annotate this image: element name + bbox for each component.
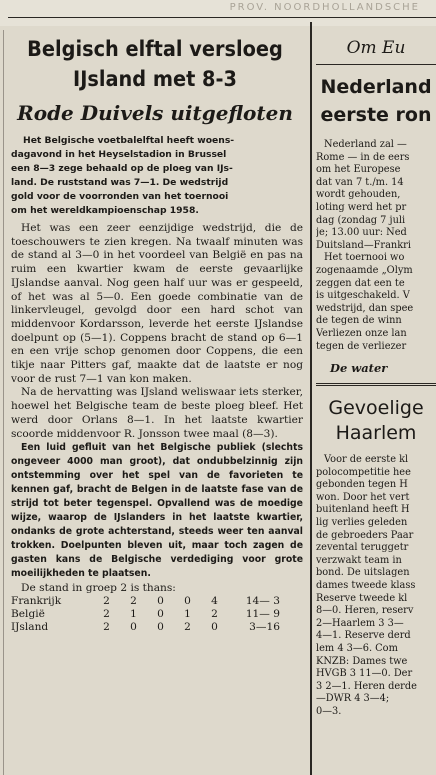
right-headline-2-line-2: Haarlem xyxy=(335,422,417,445)
right-body-2-line: —DWR 4 3—4; xyxy=(316,693,390,705)
right-body-2-line: Reserve tweede kl xyxy=(316,592,408,604)
right-body-line: Nederland zal — xyxy=(324,139,407,150)
headline-line-1: Belgisch elftal versloeg xyxy=(27,37,283,61)
right-body-2-line: polocompetitie hee xyxy=(316,466,411,478)
standings-cell: Frankrijk xyxy=(11,595,62,608)
lead-line: gold voor de voorronden van het toernooi xyxy=(11,191,229,202)
standings-cell: 2 xyxy=(103,608,110,621)
right-body-2-line: Voor de eerste kl xyxy=(324,454,409,466)
standings-cell: 1 xyxy=(130,608,137,621)
article-headline xyxy=(19,34,291,94)
right-body-2-line: dames tweede klass xyxy=(316,580,416,592)
right-body-2-line: buitenland heeft H xyxy=(316,504,410,516)
right-body-2-line: 3 2—1. Heren derde xyxy=(316,680,417,692)
standings-cell: 2 xyxy=(184,621,191,634)
right-body-line: dag (zondag 7 juli xyxy=(316,214,406,226)
right-body-line: om het Europese xyxy=(316,164,401,176)
standings-row xyxy=(11,595,280,608)
right-body-line: wedstrijd, dan spee xyxy=(316,302,414,314)
lead-line: land. De ruststand was 7—1. De wedstrijd xyxy=(11,177,229,188)
main-article xyxy=(7,30,303,634)
standings-cell: 4 xyxy=(211,595,218,608)
right-article-body xyxy=(316,139,436,353)
article-paragraph: Een luid gefluit van het Belgische publiek (slechts ongeveer 4000 man groot), dat ondubbelzinnig zijn ontstemming over het spel van de favorieten te kennen gaf, bracht de Belgen in de laatste fase van de strijd tot beter tegenspel. Opvallend was de moedige wijze, waarop de IJslanders in het laatste kwartier, ondanks de grote achterstand, steeds weer ten aanval trokken. Doelpunten bleven uit, maar toch zagen de gasten kans de Belgische verdediging voor grote moeilijkheden te plaatsen. xyxy=(11,442,303,580)
right-body-2-line: gebonden tegen H xyxy=(316,479,408,491)
top-strip xyxy=(0,0,436,26)
right-italic-line: De water xyxy=(330,361,388,376)
standings-cell: 0 xyxy=(157,608,164,621)
right-body-2-line: HVGB 3 11—0. Der xyxy=(316,668,413,680)
right-body-line: Rome — in de eers xyxy=(316,151,410,163)
right-body-2-line: lem 4 3—6. Com xyxy=(316,643,398,654)
lead-line: om het wereldkampioenschap 1958. xyxy=(11,205,199,216)
right-body-line: Het toernooi wo xyxy=(324,252,405,264)
lead-line: een 8—3 zege behaald op de ploeg van IJs- xyxy=(11,163,233,174)
right-body-line: loting werd het pr xyxy=(316,201,407,213)
lead-line: Het Belgische voetbalelftal heeft woens- xyxy=(23,135,235,146)
right-body-line: is uitgeschakeld. V xyxy=(316,290,410,302)
right-body-2-line: 8—0. Heren, reserv xyxy=(316,605,414,617)
right-body-line: wordt gehouden, xyxy=(316,189,401,201)
standings-cell: 3—16 xyxy=(249,621,280,634)
lead-line: dagavond in het Heyselstadion in Brussel xyxy=(11,149,227,160)
bleed-through-text: PROV. NOORDHOLLANDSCHE xyxy=(229,2,420,13)
standings-cell: 2 xyxy=(130,595,137,608)
standings-cell: 0 xyxy=(211,621,218,634)
right-separator xyxy=(316,64,436,65)
right-body-line: de tegen de winn xyxy=(316,315,402,327)
standings-cell: IJsland xyxy=(11,621,49,634)
article-body xyxy=(7,222,303,581)
standings-cell: 11— 9 xyxy=(245,608,280,621)
standings-row xyxy=(11,608,280,621)
right-body-line: zeggen dat een te xyxy=(316,277,405,289)
right-body-2-line: 4—1. Reserve derd xyxy=(316,630,411,642)
right-body-2-line: verzwakt team in xyxy=(316,554,402,566)
right-body-line: je; 13.00 uur: Ned xyxy=(316,227,407,239)
standings-cell: 1 xyxy=(184,608,191,621)
right-body-2-line: zevental teruggetr xyxy=(316,542,409,554)
standings-cell: 2 xyxy=(103,621,110,634)
standings-cell: 0 xyxy=(130,621,137,634)
right-body-2-line: won. Door het vert xyxy=(316,491,410,503)
article-paragraph: Het was een zeer eenzijdige wedstrijd, die de toeschouwers te zien kregen. Na twaalf minuten was de stand al 3—0 in het voordeel van België en pas na ruim een kwartier kwam de eerste gevaarlijke IJslandse aanval. Nog geen half uur was er gespeeld, of het was al 5—0. Een goede combinatie van de linkervleugel, gevolgd door een hard schot van middenvoor Kordarsson, leverde het eerste IJslandse doelpunt op (5—1). Coppens bracht de stand op 6—1 en een vrije schop genomen door Coppens, die een tikje naar Pitters gaf, maakte dat de laatste er nog voor de rust 7—1 van kon maken. xyxy=(11,222,303,385)
standings-cell: 2 xyxy=(211,608,218,621)
standings-row xyxy=(11,621,280,634)
right-headline xyxy=(316,73,436,129)
right-body-2-line: de gebroeders Paar xyxy=(316,529,414,541)
standings-cell: 0 xyxy=(157,621,164,634)
standings-cell: 14— 3 xyxy=(245,595,280,608)
article-lead xyxy=(11,134,303,218)
right-body-line: Verliezen onze lan xyxy=(316,327,407,339)
top-rule xyxy=(8,17,436,18)
right-article-body-2 xyxy=(316,454,436,718)
right-headline-2-line-1: Gevoelige xyxy=(328,397,424,420)
standings-title: De stand in groep 2 is thans: xyxy=(21,582,176,595)
right-body-2-line: lig verlies geleden xyxy=(316,517,408,529)
right-body-line: zogenaamde „Olym xyxy=(316,264,413,276)
right-double-rule xyxy=(316,383,436,386)
column-rule xyxy=(310,22,312,775)
right-body-line: dat van 7 t./m. 14 xyxy=(316,176,404,188)
right-kicker: Om Eu xyxy=(346,38,406,58)
right-body-2-line: 0—3. xyxy=(316,705,342,717)
left-margin-rule xyxy=(3,30,4,775)
standings-cell: België xyxy=(11,608,45,621)
standings-table xyxy=(11,595,280,634)
standings-cell: 2 xyxy=(103,595,110,608)
headline-line-2: IJsland met 8-3 xyxy=(73,67,237,91)
article-subhead: Rode Duivels uitgefloten xyxy=(17,101,293,125)
right-body-2-line: KNZB: Dames twe xyxy=(316,655,408,667)
right-body-line: Duitsland—Frankri xyxy=(316,239,411,251)
standings-cell: 0 xyxy=(184,595,191,608)
right-headline-2 xyxy=(316,396,436,446)
right-body-2-line: bond. De uitslagen xyxy=(316,567,410,579)
right-body-2-line: 2—Haarlem 3 3— xyxy=(316,617,404,629)
right-headline-line-1: Nederland xyxy=(320,76,432,98)
standings-cell: 0 xyxy=(157,595,164,608)
right-headline-line-2: eerste ron xyxy=(320,104,432,126)
article-paragraph: Na de hervatting was IJsland weliswaar iets sterker, hoewel het Belgische team de beste ploeg bleef. Het werd door Orlans 8—1. In het laatste kwartier scoorde middenvoor R. Jonsson twee maal (8—3). xyxy=(11,386,303,440)
right-body-line: tegen de verliezer xyxy=(316,340,407,352)
right-column xyxy=(316,30,436,719)
